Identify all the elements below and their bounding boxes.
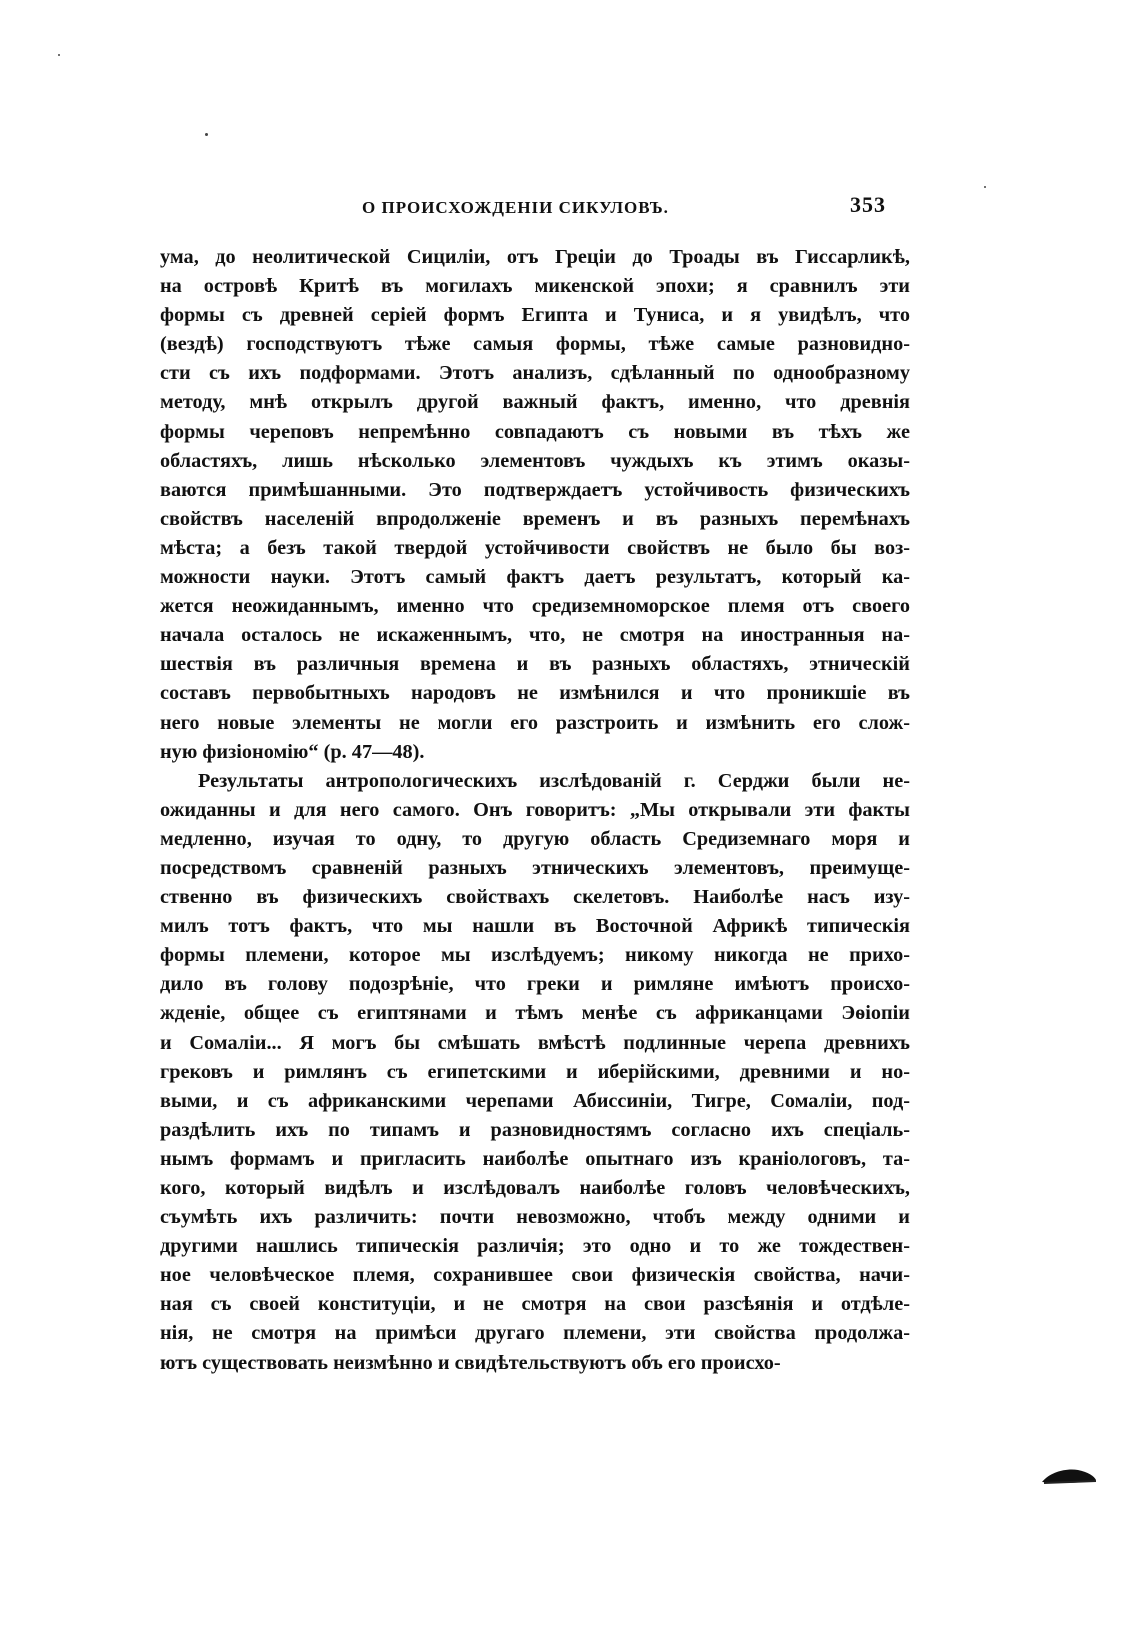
text-line: сти съ ихъ подформами. Этотъ анализъ, сдѣланный по однообразному: [160, 362, 910, 385]
ink-speck: [205, 133, 208, 136]
text-line: ную физіономію“ (р. 47—48).: [160, 740, 425, 763]
text-line: формы череповъ непремѣнно совпадаютъ съ новыми въ тѣхъ же: [160, 420, 910, 443]
text-line: жется неожиданнымъ, именно что средиземноморское племя отъ своего: [160, 595, 910, 618]
ink-speck: [984, 186, 986, 188]
text-line: на островѣ Критѣ въ могилахъ микенской эпохи; я сравнилъ эти: [160, 275, 910, 298]
paragraph-1: [160, 243, 910, 767]
text-line: мѣста; а безъ такой твердой устойчивости свойствъ не было бы воз-: [160, 536, 910, 559]
paragraph-2: [160, 767, 910, 1378]
text-line: шествія въ различныя времена и въ разныхъ областяхъ, этническій: [160, 653, 910, 676]
text-line: дило въ голову подозрѣніе, что греки и римляне имѣютъ происхо-: [160, 973, 910, 996]
text-line: кого, который видѣлъ и изслѣдовалъ наиболѣе головъ человѣческихъ,: [160, 1177, 910, 1199]
ink-speck: [58, 54, 60, 56]
text-line: ваются примѣшанными. Это подтверждаетъ устойчивость физическихъ: [160, 478, 910, 501]
text-line: (вездѣ) господствуютъ тѣже самыя формы, тѣже самые разновидно-: [160, 333, 910, 356]
text-line: посредствомъ сравненій разныхъ этническихъ элементовъ, преимуще-: [160, 856, 910, 879]
text-line: ожиданны и для него самого. Онъ говоритъ: „Мы открывали эти факты: [160, 798, 910, 821]
text-line: раздѣлить ихъ по типамъ и разновидностямъ согласно ихъ спеціаль-: [160, 1118, 910, 1141]
text-line: составъ первобытныхъ народовъ не измѣнился и что проникшіе въ: [160, 682, 910, 705]
text-line: жденіе, общее съ египтянами и тѣмъ менѣе съ африканцами Эѳіопіи: [160, 1002, 910, 1025]
text-line: и Сомаліи... Я могъ бы смѣшать вмѣстѣ подлинные черепа древнихъ: [160, 1031, 910, 1054]
text-line: другими нашлись типическія различія; это одно и то же тождествен-: [160, 1235, 910, 1258]
text-line: ственно въ физическихъ свойствахъ скелетовъ. Наиболѣе насъ изу-: [160, 886, 910, 909]
text-line: методу, мнѣ открылъ другой важный фактъ, именно, что древнія: [160, 391, 910, 414]
text-line: областяхъ, лишь нѣсколько элементовъ чуждыхъ къ этимъ оказы-: [160, 449, 910, 472]
text-line: ное человѣческое племя, сохранившее свои физическія свойства, начи-: [160, 1264, 910, 1287]
text-line: ная съ своей конституціи, и не смотря на свои разсѣянія и отдѣле-: [160, 1293, 910, 1316]
page-number: 353: [850, 192, 886, 217]
text-line: нымъ формамъ и пригласить наиболѣе опытнаго изъ краніологовъ, та-: [160, 1147, 910, 1170]
text-line: формы съ древней серіей формъ Египта и Туниса, и я увидѣлъ, что: [160, 304, 910, 327]
text-line: свойствъ населеній впродолженіе временъ и въ разныхъ перемѣнахъ: [160, 507, 910, 530]
running-header-title: О ПРОИСХОЖДЕНІИ СИКУЛОВЪ.: [362, 198, 669, 217]
text-line: начала осталось не искаженнымъ, что, не смотря на иностранныя на-: [160, 624, 910, 647]
body-text: [160, 243, 910, 1378]
text-line: него новые элементы не могли его разстроить и измѣнить его слож-: [160, 711, 910, 734]
text-line: можности науки. Этотъ самый фактъ даетъ результатъ, который ка-: [160, 566, 910, 589]
text-line: Результаты антропологическихъ изслѣдованій г. Серджи были не-: [198, 769, 910, 792]
text-line: формы племени, которое мы изслѣдуемъ; никому никогда не прихо-: [160, 944, 910, 967]
ink-blot-icon: [1040, 1466, 1098, 1488]
text-line: медленно, изучая то одну, то другую область Средиземнаго моря и: [160, 827, 910, 850]
text-line: грековъ и римлянъ съ египетскими и иберійскими, древними и но-: [160, 1060, 910, 1083]
text-line: нія, не смотря на примѣси другаго племени, эти свойства продолжа-: [160, 1322, 910, 1345]
text-line: выми, и съ африканскими черепами Абиссиніи, Тигре, Сомаліи, под-: [160, 1089, 910, 1112]
text-line: съумѣть ихъ различить: почти невозможно, чтобъ между одними и: [160, 1206, 910, 1229]
text-line: ума, до неолитической Сициліи, отъ Греціи до Троады въ Гиссарликѣ,: [160, 246, 910, 268]
text-line: ютъ существовать неизмѣнно и свидѣтельствуютъ объ его происхо-: [160, 1351, 781, 1374]
text-line: милъ тотъ фактъ, что мы нашли въ Восточной Африкѣ типическія: [160, 915, 910, 938]
